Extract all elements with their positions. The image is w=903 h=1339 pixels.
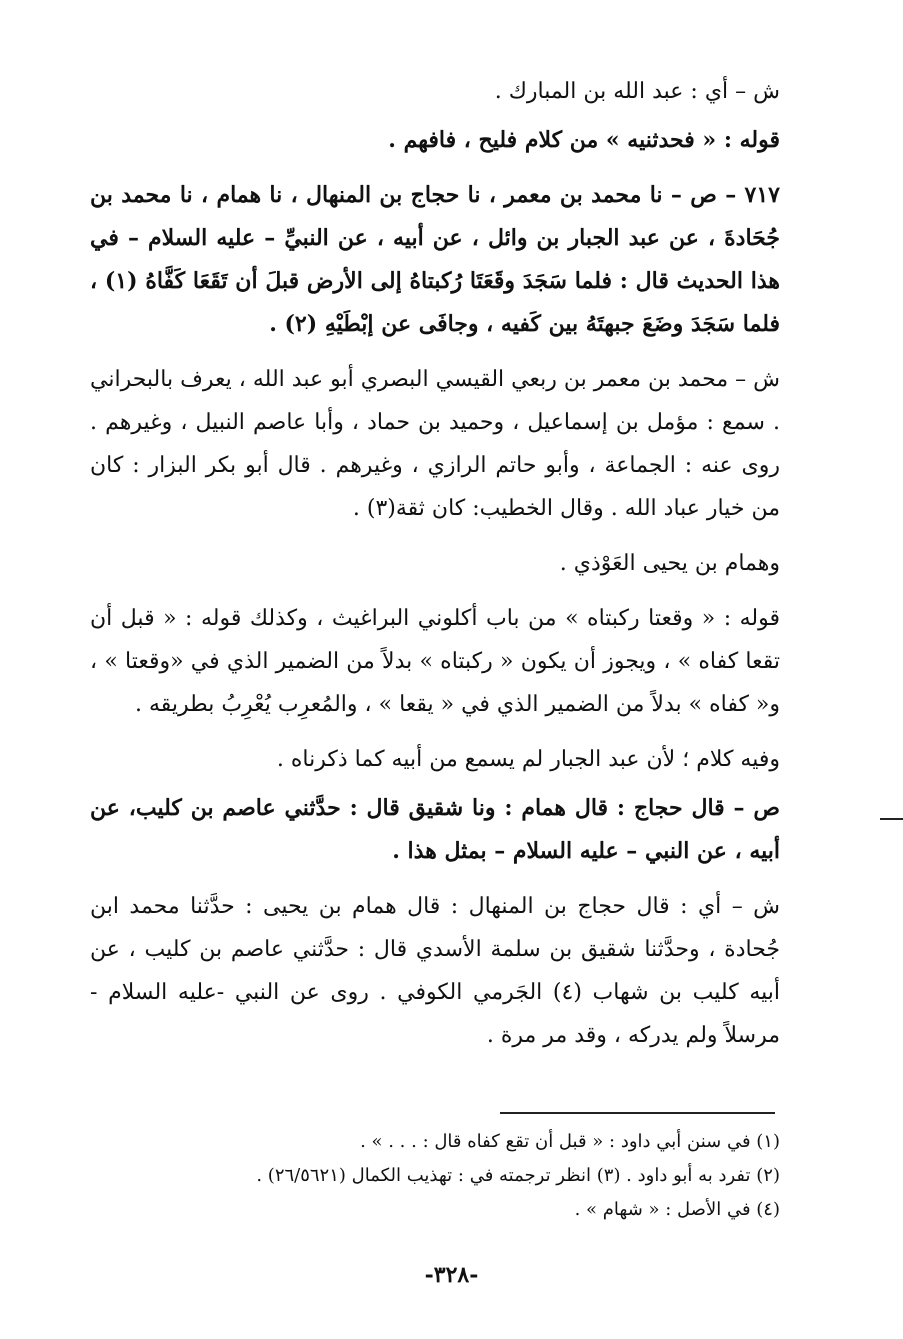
grammar-commentary: قوله : « وقعتا ركبتاه » من باب أكلوني البراغيث ، وكذلك قوله : « قبل أن تقعا كفاه » ، ويجوز أن يكون « ركبتاه » بدلاً من الضمير الذي في «وقعتا » ، و« كفاه » بدلاً من الضمير الذي في « يقعا » ، والمُعرِب يُعْرِبُ بطريقه . [90, 606, 780, 717]
footnotes [90, 1125, 780, 1227]
footnote: (٤) في الأصل : « شهام » . [574, 1199, 780, 1220]
footnote: (١) في سنن أبي داود : « قبل أن تقع كفاه قال : . . . » . [360, 1131, 780, 1152]
hadith-text: ص – قال حجاج : قال همام : ونا شقيق قال : حدَّثني عاصم بن كليب، عن أبيه ، عن النبي – عليه السلام – بمثل هذا . [90, 795, 780, 864]
footnote: (٢) تفرد به أبو داود . (٣) انظر ترجمته في : تهذيب الكمال (٢٦/٥٦٢١) . [256, 1165, 780, 1186]
hadith-text: ٧١٧ – ص – نا محمد بن معمر ، نا حجاج بن المنهال ، نا همام ، نا محمد بن جُحَادةَ ، عن عبد الجبار بن وائل ، عن أبيه ، عن النبيِّ – عليه السلام – في هذا الحديث قال : فلما سَجَدَ وقَعَتَا رُكبتاهُ إلى الأرض قبلَ أن تَقَعَا كَفَّاهُ (١) ، فلما سَجَدَ وضَعَ جبهتَهُ بين كَفيه ، وجافَى عن إبْطَيْهِ (٢) . [90, 182, 780, 337]
page-number: -٣٢٨- [424, 1262, 479, 1288]
narrator-note: وهمام بن يحيى العَوْذي . [559, 551, 780, 576]
chain-commentary: ش – أي : قال حجاج بن المنهال : قال همام بن يحيى : حدَّثنا محمد ابن جُحادة ، وحدَّثنا شقيق بن سلمة الأسدي قال : حدَّثني عاصم بن كليب ، عن أبيه كليب بن شهاب (٤) الجَرمي الكوفي . روى عن النبي -عليه السلام - مرسلاً ولم يدركه ، وقد مر مرة . [90, 894, 780, 1048]
quote-paragraph: قوله : « فحدثنيه » من كلام فليح ، فافهم . [388, 127, 780, 153]
main-text [90, 70, 780, 1057]
margin-mark [880, 818, 903, 820]
footnote-separator [500, 1112, 775, 1114]
chain-remark: وفيه كلام ؛ لأن عبد الجبار لم يسمع من أبيه كما ذكرناه . [276, 747, 780, 772]
narrator-biography: ش – محمد بن معمر بن ربعي القيسي البصري أبو عبد الله ، يعرف بالبحراني . سمع : مؤمل بن إسماعيل ، وحميد بن حماد ، وأبا عاصم النبيل ، وغيرهم . روى عنه : الجماعة ، وأبو حاتم الرازي ، وغيرهم . قال أبو بكر البزار : كان من خيار عباد الله . وقال الخطيب: كان ثقة(٣) . [90, 367, 780, 521]
commentary-paragraph: ش – أي : عبد الله بن المبارك . [494, 79, 780, 104]
